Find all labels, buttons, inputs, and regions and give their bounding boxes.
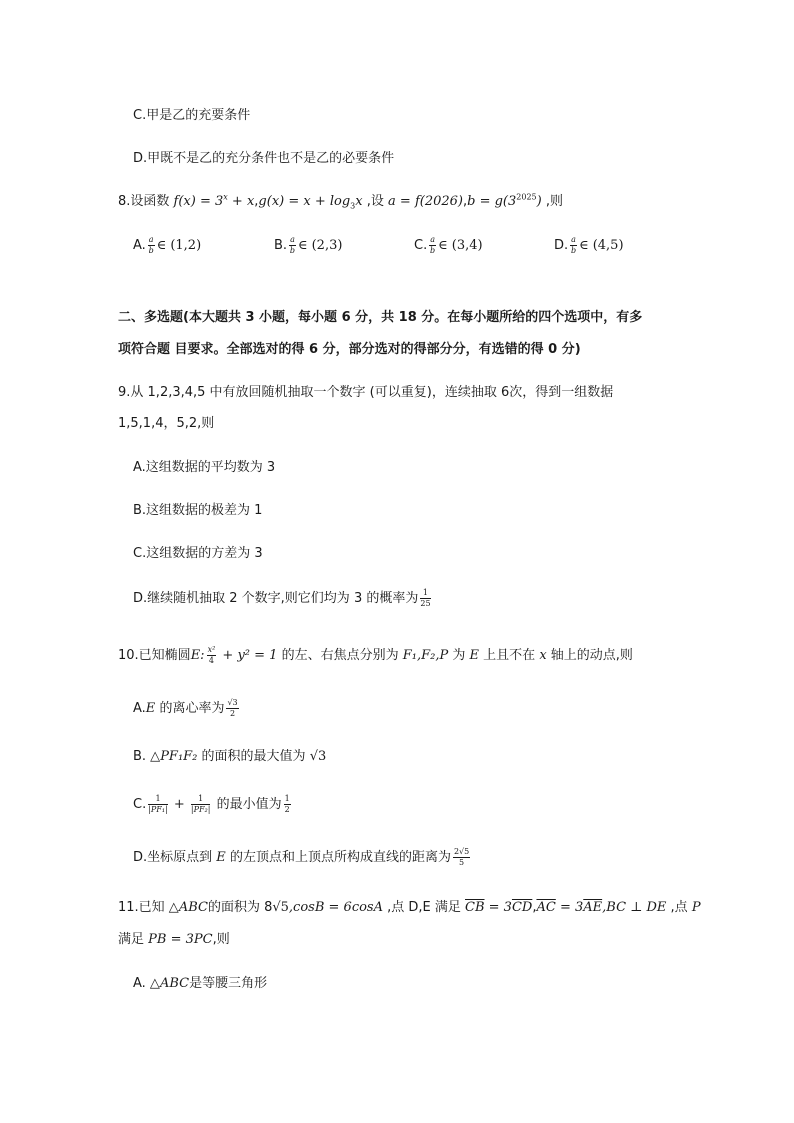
q11-tri: ABC bbox=[178, 900, 208, 915]
q11-option-a bbox=[133, 972, 267, 991]
q11-pb-eq: PB = 3PC bbox=[148, 932, 213, 947]
q8-then: ,则 bbox=[545, 194, 563, 209]
q10-prefix: 10.已知椭圆 bbox=[118, 648, 191, 663]
q10-option-a-text: 的离心率为 bbox=[159, 701, 225, 716]
q11-text3: ,点 bbox=[666, 900, 688, 915]
q8-let-text: ,设 bbox=[366, 194, 384, 209]
q10-ellipse-tail: + y² = 1 bbox=[218, 648, 278, 663]
frac-num: 1 bbox=[420, 589, 430, 599]
q8-option-d-label: D. bbox=[554, 238, 569, 253]
section2-line2: 项符合题 目要求。全部选对的得 6 分，部分选对的得部分分，有选错的得 0 分) bbox=[118, 342, 581, 357]
q8-option-c-range: ∈ (3,4) bbox=[438, 238, 483, 253]
q8-b-exp: 2025 bbox=[516, 192, 537, 202]
q10-x-name: x bbox=[539, 648, 547, 663]
q10-stem bbox=[118, 644, 633, 665]
q10-option-c bbox=[133, 793, 293, 814]
q10-option-c-text: 的最小值为 bbox=[216, 797, 282, 812]
q9-line1: 9.从 1,2,3,4,5 中有放回随机抽取一个数字 (可以重复)，连续抽取 6次，得到一组数据 bbox=[118, 385, 614, 400]
q11-vec-cb: $\overline{CB}$ bbox=[465, 900, 485, 915]
q8-log-base: 3 bbox=[350, 201, 356, 211]
q11-perp: ,BC ⊥ DE bbox=[602, 900, 667, 915]
q11-stem-line1 bbox=[118, 896, 701, 915]
frac-num: x² bbox=[207, 645, 216, 654]
q8-prefix: 8.设函数 bbox=[118, 194, 170, 209]
q8-func-g-tail: x bbox=[355, 194, 363, 209]
frac-den: b bbox=[570, 246, 577, 255]
q11-vec-ae: $\overline{AE}$ bbox=[583, 900, 603, 915]
q9-option-b: B.这组数据的极差为 1 bbox=[133, 503, 263, 518]
frac-den: |PF₂| bbox=[190, 805, 211, 814]
frac-num: a bbox=[290, 235, 295, 244]
q10-option-a-e: E bbox=[145, 701, 156, 716]
q10-option-c-plus: + bbox=[169, 797, 189, 812]
q11-p-name: P bbox=[691, 900, 701, 915]
q8-option-a-label: A. bbox=[133, 238, 146, 253]
q7-option-c: C.甲是乙的充要条件 bbox=[133, 108, 251, 123]
q11-eq1: = 3 bbox=[484, 900, 512, 915]
q11-eq2: = 3 bbox=[555, 900, 584, 915]
frac-num: √3 bbox=[227, 698, 238, 707]
q10-ellipse-name: E: bbox=[190, 648, 205, 663]
q7-option-d: D.甲既不是乙的充分条件也不是乙的必要条件 bbox=[133, 151, 395, 166]
q10-text1: 的左、右焦点分别为 bbox=[281, 648, 399, 663]
q10-e-name: E bbox=[469, 648, 480, 663]
q8-func-f-exp: x bbox=[223, 192, 228, 202]
q8-func-f-tail: + x bbox=[227, 194, 255, 209]
q8-option-b-range: ∈ (2,3) bbox=[297, 238, 343, 253]
q11-comma: , bbox=[532, 900, 537, 915]
q10-option-d-text: 的左顶点和上顶点所构成直线的距离为 bbox=[229, 850, 451, 865]
q10-option-b bbox=[133, 745, 326, 764]
q10-option-b-tri: PF₁F₂ bbox=[160, 749, 198, 764]
q11-vec-cd: $\overline{CD}$ bbox=[511, 900, 533, 915]
frac-num: a bbox=[430, 235, 435, 244]
q8-b-tail: ) bbox=[536, 194, 542, 209]
q10-text2: 为 bbox=[452, 648, 466, 663]
q8-func-f: f(x) = 3 bbox=[173, 194, 224, 209]
frac-num: 2√5 bbox=[453, 847, 470, 856]
q11-text2: ,点 D,E 满足 bbox=[382, 900, 466, 915]
q10-option-d-e: E bbox=[216, 850, 226, 865]
q8-func-g: g(x) = x + log bbox=[258, 194, 351, 209]
section2-line1: 二、多选题(本大题共 3 小题，每小题 6 分，共 18 分。在每小题所给的四个选项中，有多 bbox=[118, 310, 643, 325]
q11-option-a-tri: ABC bbox=[159, 976, 190, 991]
frac-den: b bbox=[289, 246, 296, 255]
q8-option-c-label: C. bbox=[414, 238, 428, 253]
q9-line2: 1,5,1,4，5,2,则 bbox=[118, 416, 215, 431]
q10-option-d bbox=[133, 846, 472, 867]
q8-option-c bbox=[414, 236, 483, 255]
q8-option-b-label: B. bbox=[274, 238, 288, 253]
q8-option-a-range: ∈ (1,2) bbox=[156, 238, 202, 253]
q10-option-b-val: √3 bbox=[309, 749, 327, 764]
frac-den: b bbox=[148, 246, 154, 255]
q10-option-b-text: 的面积的最大值为 bbox=[201, 749, 306, 764]
q11-sqrt5: √5 bbox=[272, 900, 289, 915]
frac-num: a bbox=[571, 235, 576, 244]
frac-den: 2 bbox=[230, 709, 236, 718]
q8-stem: 8.设函数 $f(x) = 3^x + x,g(x) = x + \log_3x$ ,设 $a = f(2026),b = g(3^{2025})$ ,则 bbox=[118, 192, 563, 211]
frac-den: 4 bbox=[208, 656, 214, 665]
q10-text4: 轴上的动点,则 bbox=[550, 648, 633, 663]
q11-stem-line2 bbox=[118, 928, 230, 947]
q11-option-a-label: A. △ bbox=[133, 976, 160, 991]
frac-num: 1 bbox=[148, 795, 168, 805]
q8-option-a bbox=[133, 236, 201, 255]
q9-option-a: A.这组数据的平均数为 3 bbox=[133, 460, 276, 475]
q9-option-d-text: D.继续随机抽取 2 个数字,则它们均为 3 的概率为 bbox=[133, 591, 419, 606]
q11-cos-rel: ,cosB = 6cosA bbox=[288, 900, 383, 915]
q10-option-a-label: A. bbox=[133, 701, 146, 716]
q11-prefix: 11.已知 △ bbox=[118, 900, 179, 915]
q10-option-c-label: C. bbox=[133, 797, 147, 812]
q10-text3: 上且不在 bbox=[483, 648, 536, 663]
frac-den: 25 bbox=[420, 599, 431, 608]
q10-option-b-label: B. △ bbox=[133, 749, 161, 764]
q10-option-a bbox=[133, 697, 241, 718]
q11-text1: 的面积为 8 bbox=[207, 900, 273, 915]
frac-den: 5 bbox=[459, 858, 465, 867]
frac-num: 1 bbox=[284, 794, 290, 803]
q10-option-d-label: D.坐标原点到 bbox=[133, 850, 213, 865]
frac-den: |PF₁| bbox=[148, 805, 168, 814]
frac-num: a bbox=[148, 235, 154, 244]
frac-den: 2 bbox=[284, 805, 290, 814]
q8-option-d-range: ∈ (4,5) bbox=[578, 238, 624, 253]
q9-option-c: C.这组数据的方差为 3 bbox=[133, 546, 263, 561]
q8-b-def: b = g(3 bbox=[467, 194, 517, 209]
q11-option-a-text: 是等腰三角形 bbox=[189, 976, 268, 991]
q8-option-b bbox=[274, 236, 342, 255]
q11-line2-text2: ,则 bbox=[212, 932, 230, 947]
frac-num: 1 bbox=[191, 795, 211, 805]
q9-option-d bbox=[133, 587, 433, 608]
q11-vec-ac: $\overline{AC}$ bbox=[536, 900, 556, 915]
q8-a-def: a = f(2026) bbox=[388, 194, 463, 209]
q8-option-d bbox=[554, 236, 624, 255]
q10-foci: F₁,F₂,P bbox=[402, 648, 449, 663]
frac-den: b bbox=[430, 246, 436, 255]
q11-line2-text1: 满足 bbox=[118, 932, 145, 947]
